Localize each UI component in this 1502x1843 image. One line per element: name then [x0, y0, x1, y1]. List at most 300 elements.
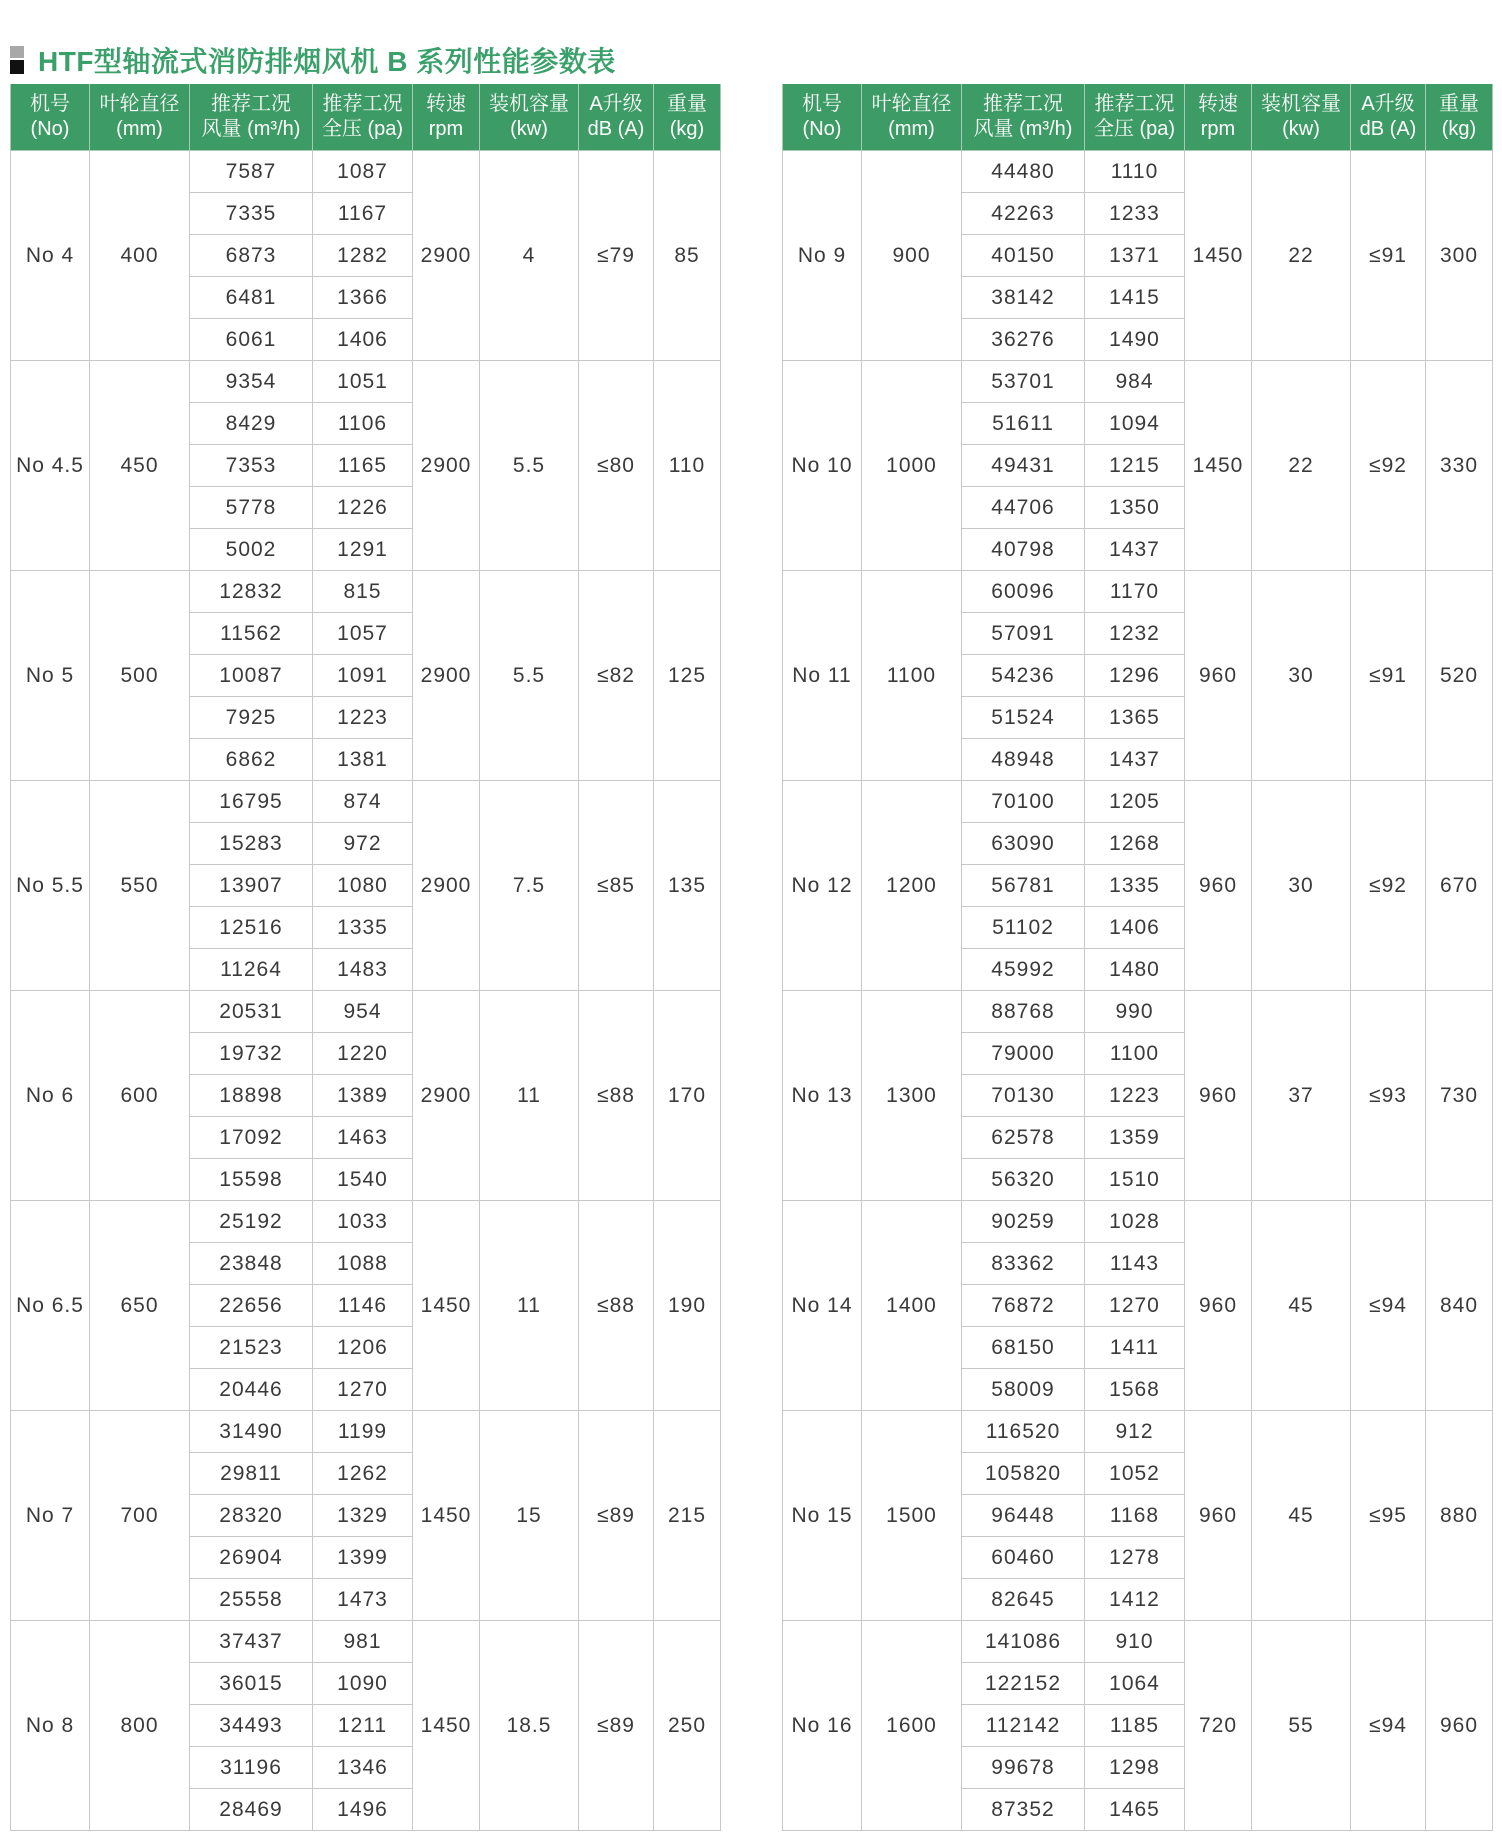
pressure-cell: 1100 [1085, 1033, 1185, 1075]
airflow-cell: 23848 [190, 1243, 313, 1285]
airflow-cell: 7335 [190, 193, 313, 235]
pressure-cell: 1094 [1085, 403, 1185, 445]
pressure-cell: 1389 [313, 1075, 413, 1117]
table-row [783, 151, 1493, 193]
model-number-cell: No 4.5 [11, 361, 90, 571]
airflow-cell: 76872 [962, 1285, 1085, 1327]
table-row [783, 1621, 1493, 1663]
airflow-cell: 22656 [190, 1285, 313, 1327]
impeller-diameter-cell: 1300 [862, 991, 962, 1201]
pressure-cell: 815 [313, 571, 413, 613]
header-power-line: 装机容量 [1261, 93, 1341, 115]
airflow-cell: 6862 [190, 739, 313, 781]
pressure-cell: 912 [1085, 1411, 1185, 1453]
header-diameter-line: 叶轮直径 [99, 93, 180, 115]
header-diameter-line: 叶轮直径 [871, 93, 952, 115]
pressure-cell: 1335 [313, 907, 413, 949]
weight-cell: 85 [654, 151, 721, 361]
pressure-cell: 1282 [313, 235, 413, 277]
weight-cell: 960 [1426, 1621, 1493, 1831]
header-noise-line: dB (A) [587, 118, 645, 140]
model-number-cell: No 15 [783, 1411, 862, 1621]
pressure-cell: 1185 [1085, 1705, 1185, 1747]
pressure-cell: 1298 [1085, 1747, 1185, 1789]
airflow-cell: 96448 [962, 1495, 1085, 1537]
airflow-cell: 31196 [190, 1747, 313, 1789]
power-cell: 30 [1252, 571, 1351, 781]
pressure-cell: 1510 [1085, 1159, 1185, 1201]
pressure-cell: 1205 [1085, 781, 1185, 823]
airflow-cell: 49431 [962, 445, 1085, 487]
airflow-cell: 7353 [190, 445, 313, 487]
header-no [11, 84, 90, 151]
weight-cell: 135 [654, 781, 721, 991]
impeller-diameter-cell: 1200 [862, 781, 962, 991]
model-number-cell: No 12 [783, 781, 862, 991]
pressure-cell: 1465 [1085, 1789, 1185, 1831]
impeller-diameter-cell: 1500 [862, 1411, 962, 1621]
model-number-cell: No 16 [783, 1621, 862, 1831]
airflow-cell: 42263 [962, 193, 1085, 235]
speed-cell: 1450 [1185, 151, 1252, 361]
pressure-cell: 1051 [313, 361, 413, 403]
weight-cell: 730 [1426, 991, 1493, 1201]
airflow-cell: 38142 [962, 277, 1085, 319]
pressure-cell: 984 [1085, 361, 1185, 403]
airflow-cell: 79000 [962, 1033, 1085, 1075]
pressure-cell: 1406 [313, 319, 413, 361]
airflow-cell: 25558 [190, 1579, 313, 1621]
noise-cell: ≤85 [579, 781, 654, 991]
pressure-cell: 910 [1085, 1621, 1185, 1663]
airflow-cell: 6481 [190, 277, 313, 319]
header-flow-line: 推荐工况 [983, 93, 1063, 115]
table-row [783, 571, 1493, 613]
header-power-line: (kw) [1282, 118, 1320, 140]
weight-cell: 170 [654, 991, 721, 1201]
airflow-cell: 48948 [962, 739, 1085, 781]
model-number-cell: No 11 [783, 571, 862, 781]
header-rpm [1185, 84, 1252, 151]
weight-cell: 670 [1426, 781, 1493, 991]
pressure-cell: 1411 [1085, 1327, 1185, 1369]
airflow-cell: 63090 [962, 823, 1085, 865]
pressure-cell: 1365 [1085, 697, 1185, 739]
power-cell: 37 [1252, 991, 1351, 1201]
pressure-cell: 1215 [1085, 445, 1185, 487]
pressure-cell: 1199 [313, 1411, 413, 1453]
pressure-cell: 1371 [1085, 235, 1185, 277]
pressure-cell: 1399 [313, 1537, 413, 1579]
power-cell: 22 [1252, 361, 1351, 571]
header-no-line: 机号 [30, 93, 70, 115]
airflow-cell: 11562 [190, 613, 313, 655]
pressure-cell: 1223 [1085, 1075, 1185, 1117]
impeller-diameter-cell: 1400 [862, 1201, 962, 1411]
header-no-line: (No) [802, 118, 842, 140]
table-row [783, 781, 1493, 823]
weight-cell: 250 [654, 1621, 721, 1831]
weight-cell: 300 [1426, 151, 1493, 361]
speed-cell: 960 [1185, 991, 1252, 1201]
header-diameter-line: (mm) [116, 118, 163, 140]
pressure-cell: 1406 [1085, 907, 1185, 949]
pressure-cell: 1064 [1085, 1663, 1185, 1705]
pressure-cell: 1143 [1085, 1243, 1185, 1285]
pressure-cell: 1490 [1085, 319, 1185, 361]
pressure-cell: 1028 [1085, 1201, 1185, 1243]
pressure-cell: 1226 [313, 487, 413, 529]
pressure-cell: 1088 [313, 1243, 413, 1285]
airflow-cell: 40150 [962, 235, 1085, 277]
header-pressure-line: 推荐工况 [322, 93, 403, 115]
pressure-cell: 1359 [1085, 1117, 1185, 1159]
power-cell: 18.5 [480, 1621, 579, 1831]
noise-cell: ≤94 [1351, 1201, 1426, 1411]
impeller-diameter-cell: 500 [90, 571, 190, 781]
impeller-diameter-cell: 400 [90, 151, 190, 361]
noise-cell: ≤93 [1351, 991, 1426, 1201]
pressure-cell: 1437 [1085, 529, 1185, 571]
airflow-cell: 51524 [962, 697, 1085, 739]
airflow-cell: 141086 [962, 1621, 1085, 1663]
weight-cell: 520 [1426, 571, 1493, 781]
page-title: HTF型轴流式消防排烟风机 B 系列性能参数表 [38, 46, 616, 77]
model-number-cell: No 5.5 [11, 781, 90, 991]
airflow-cell: 20446 [190, 1369, 313, 1411]
model-number-cell: No 6.5 [11, 1201, 90, 1411]
header-power [480, 84, 579, 151]
header-weight-line: 重量 [1439, 93, 1479, 115]
pressure-cell: 1165 [313, 445, 413, 487]
power-cell: 22 [1252, 151, 1351, 361]
airflow-cell: 28469 [190, 1789, 313, 1831]
impeller-diameter-cell: 650 [90, 1201, 190, 1411]
airflow-cell: 88768 [962, 991, 1085, 1033]
model-number-cell: No 10 [783, 361, 862, 571]
header-rpm-line: rpm [428, 118, 464, 140]
pressure-cell: 1268 [1085, 823, 1185, 865]
noise-cell: ≤92 [1351, 781, 1426, 991]
noise-cell: ≤89 [579, 1621, 654, 1831]
pressure-cell: 1106 [313, 403, 413, 445]
table-row [783, 1201, 1493, 1243]
speed-cell: 960 [1185, 1201, 1252, 1411]
noise-cell: ≤95 [1351, 1411, 1426, 1621]
pressure-cell: 1080 [313, 865, 413, 907]
model-number-cell: No 5 [11, 571, 90, 781]
pressure-cell: 1480 [1085, 949, 1185, 991]
airflow-cell: 15598 [190, 1159, 313, 1201]
speed-cell: 1450 [1185, 361, 1252, 571]
header-no-line: (No) [30, 118, 70, 140]
header-noise-line: dB (A) [1359, 118, 1417, 140]
power-cell: 7.5 [480, 781, 579, 991]
airflow-cell: 34493 [190, 1705, 313, 1747]
header-weight [654, 84, 721, 151]
airflow-cell: 7925 [190, 697, 313, 739]
noise-cell: ≤89 [579, 1411, 654, 1621]
airflow-cell: 44706 [962, 487, 1085, 529]
airflow-cell: 26904 [190, 1537, 313, 1579]
header-noise [1351, 84, 1426, 151]
airflow-cell: 70130 [962, 1075, 1085, 1117]
airflow-cell: 56320 [962, 1159, 1085, 1201]
impeller-diameter-cell: 550 [90, 781, 190, 991]
pressure-cell: 1167 [313, 193, 413, 235]
noise-cell: ≤80 [579, 361, 654, 571]
airflow-cell: 10087 [190, 655, 313, 697]
power-cell: 45 [1252, 1411, 1351, 1621]
header-pressure-line: 推荐工况 [1094, 93, 1175, 115]
header-diameter [90, 84, 190, 151]
airflow-cell: 29811 [190, 1453, 313, 1495]
header-power-line: 装机容量 [489, 93, 569, 115]
airflow-cell: 5002 [190, 529, 313, 571]
airflow-cell: 112142 [962, 1705, 1085, 1747]
header-diameter-line: (mm) [888, 118, 935, 140]
airflow-cell: 87352 [962, 1789, 1085, 1831]
speed-cell: 2900 [413, 991, 480, 1201]
table-row [783, 991, 1493, 1033]
weight-cell: 330 [1426, 361, 1493, 571]
airflow-cell: 13907 [190, 865, 313, 907]
airflow-cell: 6873 [190, 235, 313, 277]
model-number-cell: No 6 [11, 991, 90, 1201]
speed-cell: 960 [1185, 781, 1252, 991]
power-cell: 4 [480, 151, 579, 361]
airflow-cell: 37437 [190, 1621, 313, 1663]
speed-cell: 2900 [413, 781, 480, 991]
airflow-cell: 31490 [190, 1411, 313, 1453]
power-cell: 15 [480, 1411, 579, 1621]
airflow-cell: 82645 [962, 1579, 1085, 1621]
noise-cell: ≤88 [579, 1201, 654, 1411]
pressure-cell: 1270 [313, 1369, 413, 1411]
impeller-diameter-cell: 1100 [862, 571, 962, 781]
power-cell: 5.5 [480, 571, 579, 781]
airflow-cell: 70100 [962, 781, 1085, 823]
header-flow [962, 84, 1085, 151]
airflow-cell: 99678 [962, 1747, 1085, 1789]
power-cell: 45 [1252, 1201, 1351, 1411]
header-power [1252, 84, 1351, 151]
pressure-cell: 1415 [1085, 277, 1185, 319]
noise-cell: ≤88 [579, 991, 654, 1201]
pressure-cell: 1296 [1085, 655, 1185, 697]
pressure-cell: 1568 [1085, 1369, 1185, 1411]
header-rpm [413, 84, 480, 151]
impeller-diameter-cell: 450 [90, 361, 190, 571]
weight-cell: 190 [654, 1201, 721, 1411]
pressure-cell: 1223 [313, 697, 413, 739]
airflow-cell: 8429 [190, 403, 313, 445]
pressure-cell: 954 [313, 991, 413, 1033]
header-pressure [1085, 84, 1185, 151]
header-noise-line: A升级 [1361, 93, 1415, 115]
power-cell: 30 [1252, 781, 1351, 991]
weight-cell: 215 [654, 1411, 721, 1621]
pressure-cell: 1168 [1085, 1495, 1185, 1537]
impeller-diameter-cell: 1000 [862, 361, 962, 571]
airflow-cell: 18898 [190, 1075, 313, 1117]
airflow-cell: 51102 [962, 907, 1085, 949]
airflow-cell: 25192 [190, 1201, 313, 1243]
airflow-cell: 56781 [962, 865, 1085, 907]
pressure-cell: 1329 [313, 1495, 413, 1537]
weight-cell: 880 [1426, 1411, 1493, 1621]
airflow-cell: 60096 [962, 571, 1085, 613]
airflow-cell: 90259 [962, 1201, 1085, 1243]
impeller-diameter-cell: 800 [90, 1621, 190, 1831]
airflow-cell: 15283 [190, 823, 313, 865]
pressure-cell: 1291 [313, 529, 413, 571]
noise-cell: ≤92 [1351, 361, 1426, 571]
airflow-cell: 20531 [190, 991, 313, 1033]
model-number-cell: No 4 [11, 151, 90, 361]
airflow-cell: 60460 [962, 1537, 1085, 1579]
header-flow-line: 风量 (m³/h) [201, 118, 301, 140]
header-flow-line: 风量 (m³/h) [973, 118, 1073, 140]
header-weight [1426, 84, 1493, 151]
impeller-diameter-cell: 1600 [862, 1621, 962, 1831]
airflow-cell: 54236 [962, 655, 1085, 697]
speed-cell: 960 [1185, 1411, 1252, 1621]
noise-cell: ≤94 [1351, 1621, 1426, 1831]
pressure-cell: 1211 [313, 1705, 413, 1747]
pressure-cell: 1270 [1085, 1285, 1185, 1327]
airflow-cell: 116520 [962, 1411, 1085, 1453]
header-rpm-line: rpm [1200, 118, 1236, 140]
impeller-diameter-cell: 600 [90, 991, 190, 1201]
pressure-cell: 1278 [1085, 1537, 1185, 1579]
pressure-cell: 1262 [313, 1453, 413, 1495]
header-pressure-line: 全压 (pa) [321, 118, 404, 140]
pressure-cell: 972 [313, 823, 413, 865]
model-number-cell: No 7 [11, 1411, 90, 1621]
pressure-cell: 1220 [313, 1033, 413, 1075]
noise-cell: ≤91 [1351, 571, 1426, 781]
header-no [783, 84, 862, 151]
header-noise [579, 84, 654, 151]
weight-cell: 110 [654, 361, 721, 571]
airflow-cell: 9354 [190, 361, 313, 403]
spec-table-right [782, 84, 1493, 1831]
airflow-cell: 7587 [190, 151, 313, 193]
pressure-cell: 981 [313, 1621, 413, 1663]
speed-cell: 960 [1185, 571, 1252, 781]
table-row [11, 571, 721, 613]
table-row [11, 781, 721, 823]
pressure-cell: 1233 [1085, 193, 1185, 235]
airflow-cell: 11264 [190, 949, 313, 991]
pressure-cell: 1170 [1085, 571, 1185, 613]
pressure-cell: 1496 [313, 1789, 413, 1831]
airflow-cell: 6061 [190, 319, 313, 361]
pressure-cell: 1087 [313, 151, 413, 193]
airflow-cell: 105820 [962, 1453, 1085, 1495]
airflow-cell: 68150 [962, 1327, 1085, 1369]
title-square-icon [10, 46, 24, 74]
header-no-line: 机号 [802, 93, 842, 115]
airflow-cell: 28320 [190, 1495, 313, 1537]
header-rpm-line: 转速 [1198, 93, 1238, 115]
header-weight-line: (kg) [1441, 118, 1477, 140]
pressure-cell: 1437 [1085, 739, 1185, 781]
noise-cell: ≤82 [579, 571, 654, 781]
airflow-cell: 40798 [962, 529, 1085, 571]
table-row [783, 361, 1493, 403]
airflow-cell: 12832 [190, 571, 313, 613]
pressure-cell: 1091 [313, 655, 413, 697]
header-weight-line: (kg) [669, 118, 705, 140]
spec-table-left [10, 84, 721, 1831]
table-row [11, 1621, 721, 1663]
pressure-cell: 1540 [313, 1159, 413, 1201]
pressure-cell: 1090 [313, 1663, 413, 1705]
pressure-cell: 1033 [313, 1201, 413, 1243]
airflow-cell: 19732 [190, 1033, 313, 1075]
pressure-cell: 1206 [313, 1327, 413, 1369]
header-power-line: (kw) [510, 118, 548, 140]
table-row [783, 1411, 1493, 1453]
airflow-cell: 58009 [962, 1369, 1085, 1411]
pressure-cell: 1232 [1085, 613, 1185, 655]
airflow-cell: 122152 [962, 1663, 1085, 1705]
table-row [11, 1411, 721, 1453]
header-row [783, 84, 1493, 151]
pressure-cell: 1473 [313, 1579, 413, 1621]
pressure-cell: 1350 [1085, 487, 1185, 529]
power-cell: 5.5 [480, 361, 579, 571]
title-bar [10, 40, 616, 80]
pressure-cell: 1366 [313, 277, 413, 319]
airflow-cell: 44480 [962, 151, 1085, 193]
pressure-cell: 1412 [1085, 1579, 1185, 1621]
airflow-cell: 51611 [962, 403, 1085, 445]
weight-cell: 125 [654, 571, 721, 781]
header-flow [190, 84, 313, 151]
speed-cell: 1450 [413, 1411, 480, 1621]
pressure-cell: 1463 [313, 1117, 413, 1159]
table-row [11, 1201, 721, 1243]
table-row [11, 991, 721, 1033]
pressure-cell: 1335 [1085, 865, 1185, 907]
power-cell: 55 [1252, 1621, 1351, 1831]
header-rpm-line: 转速 [426, 93, 466, 115]
airflow-cell: 17092 [190, 1117, 313, 1159]
power-cell: 11 [480, 991, 579, 1201]
pressure-cell: 1052 [1085, 1453, 1185, 1495]
header-diameter [862, 84, 962, 151]
speed-cell: 2900 [413, 151, 480, 361]
header-pressure [313, 84, 413, 151]
model-number-cell: No 14 [783, 1201, 862, 1411]
airflow-cell: 21523 [190, 1327, 313, 1369]
power-cell: 11 [480, 1201, 579, 1411]
airflow-cell: 62578 [962, 1117, 1085, 1159]
speed-cell: 720 [1185, 1621, 1252, 1831]
pressure-cell: 1381 [313, 739, 413, 781]
airflow-cell: 12516 [190, 907, 313, 949]
header-weight-line: 重量 [667, 93, 707, 115]
weight-cell: 840 [1426, 1201, 1493, 1411]
pressure-cell: 1146 [313, 1285, 413, 1327]
speed-cell: 2900 [413, 571, 480, 781]
airflow-cell: 53701 [962, 361, 1085, 403]
airflow-cell: 83362 [962, 1243, 1085, 1285]
table-row [11, 151, 721, 193]
